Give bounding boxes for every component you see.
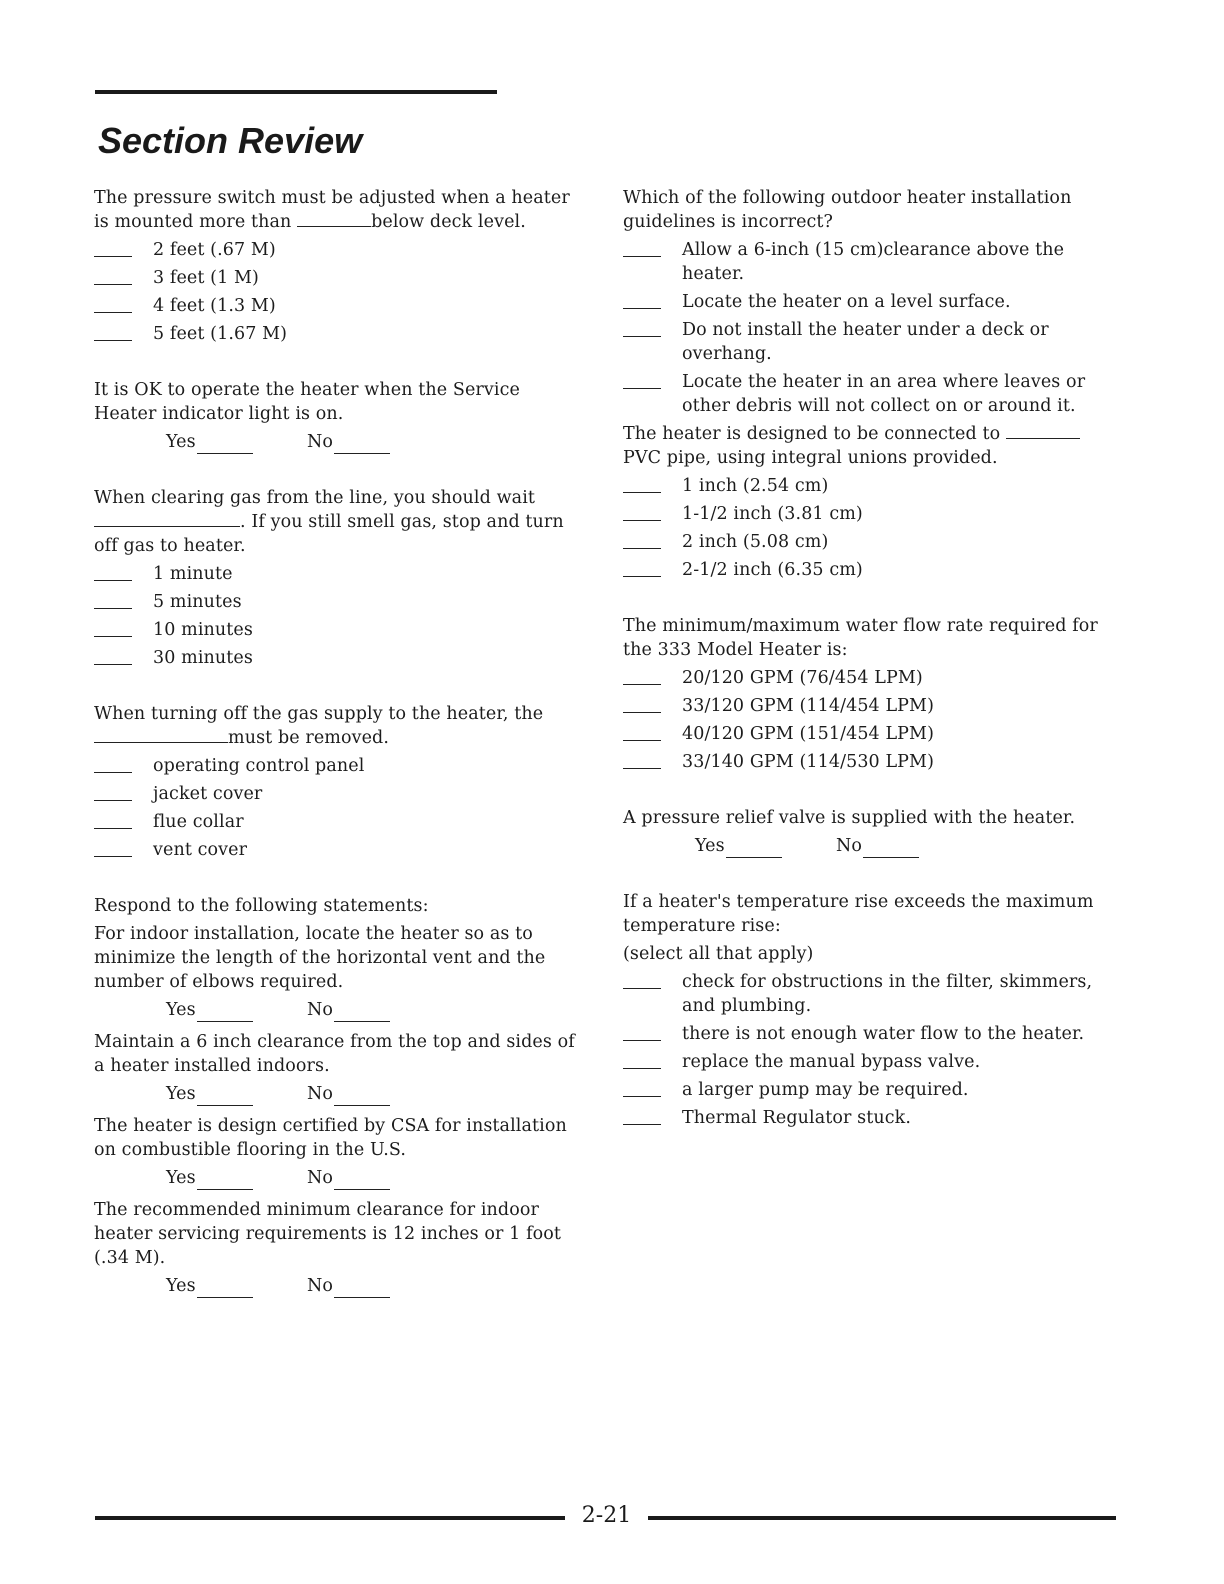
option-text: 30 minutes (153, 648, 253, 668)
yes-no-answer (94, 1274, 584, 1298)
yes-blank[interactable] (197, 1279, 253, 1298)
option-text: flue collar (153, 812, 244, 832)
spacer (623, 586, 1113, 614)
select-all-note: (select all that apply) (623, 944, 814, 964)
option-text: 40/120 GPM (151/454 LPM) (682, 724, 934, 744)
answer-option (623, 238, 1113, 286)
answer-option (94, 238, 584, 262)
option-text: Locate the heater on a level surface. (682, 292, 1011, 312)
yes-no-answer (94, 998, 584, 1022)
answer-option (623, 1106, 1113, 1130)
answer-blank[interactable] (623, 474, 661, 493)
answer-blank[interactable] (94, 618, 132, 637)
answer-blank[interactable] (623, 970, 661, 989)
answer-blank[interactable] (623, 750, 661, 769)
answer-option (623, 370, 1113, 418)
statement-text: Maintain a 6 inch clearance from the top and sides of a heater installed indoors. (94, 1032, 575, 1076)
answer-option (623, 530, 1113, 554)
answer-blank[interactable] (94, 238, 132, 257)
question-pressure-switch (94, 186, 584, 346)
question-text: The pressure switch must be adjusted when a heater is mounted more than (94, 188, 570, 232)
option-text: vent cover (153, 840, 248, 860)
yes-label: Yes (695, 836, 725, 856)
fill-blank[interactable] (1006, 422, 1080, 439)
answer-blank[interactable] (94, 810, 132, 829)
no-blank[interactable] (334, 1087, 390, 1106)
option-text: 2-1/2 inch (6.35 cm) (682, 560, 863, 580)
no-blank[interactable] (334, 1003, 390, 1022)
answer-blank[interactable] (94, 294, 132, 313)
question-text: If a heater's temperature rise exceeds the maximum temperature rise: (623, 892, 1094, 936)
question-clearing-gas (94, 486, 584, 670)
answer-option (94, 294, 584, 318)
question-text: When turning off the gas supply to the heater, the (94, 704, 544, 724)
question-text: The minimum/maximum water flow rate required for the 333 Model Heater is: (623, 616, 1098, 660)
answer-blank[interactable] (623, 318, 661, 337)
yes-label: Yes (166, 1084, 196, 1104)
option-text: 5 feet (1.67 M) (153, 324, 288, 344)
option-text: Do not install the heater under a deck or overhang. (682, 320, 1049, 364)
option-text: 1 minute (153, 564, 233, 584)
yes-blank[interactable] (726, 839, 782, 858)
option-text: a larger pump may be required. (682, 1080, 969, 1100)
answer-blank[interactable] (623, 370, 661, 389)
question-statements (94, 894, 584, 1298)
spacer (94, 866, 584, 894)
answer-option (94, 322, 584, 346)
top-rule (95, 90, 497, 94)
option-text: 10 minutes (153, 620, 253, 640)
answer-option (623, 558, 1113, 582)
answer-option (623, 1022, 1113, 1046)
answer-blank[interactable] (623, 1050, 661, 1069)
spacer (94, 458, 584, 486)
option-text: 2 inch (5.08 cm) (682, 532, 829, 552)
answer-blank[interactable] (623, 722, 661, 741)
right-column (623, 186, 1113, 1134)
answer-blank[interactable] (623, 1106, 661, 1125)
spacer (623, 862, 1113, 890)
answer-option (94, 562, 584, 586)
yes-blank[interactable] (197, 1171, 253, 1190)
question-text: The heater is designed to be connected to (623, 424, 1001, 444)
answer-blank[interactable] (94, 322, 132, 341)
question-text: It is OK to operate the heater when the Service Heater indicator light is on. (94, 380, 520, 424)
question-text-end: must be removed. (228, 728, 390, 748)
question-text-end: PVC pipe, using integral unions provided. (623, 448, 998, 468)
answer-option (94, 646, 584, 670)
question-service-light (94, 378, 584, 454)
answer-option (623, 970, 1113, 1018)
answer-option (623, 318, 1113, 366)
option-text: 33/140 GPM (114/530 LPM) (682, 752, 934, 772)
fill-blank[interactable] (297, 210, 371, 227)
no-label: No (307, 1000, 334, 1020)
spacer (623, 778, 1113, 806)
option-text: 3 feet (1 M) (153, 268, 259, 288)
option-text: Thermal Regulator stuck. (682, 1108, 912, 1128)
answer-option (94, 266, 584, 290)
question-gas-supply-off (94, 702, 584, 862)
answer-blank[interactable] (94, 590, 132, 609)
question-temperature-rise (623, 890, 1113, 1130)
answer-blank[interactable] (623, 238, 661, 257)
yes-no-answer (94, 1166, 584, 1190)
option-text: Allow a 6-inch (15 cm)clearance above the heater. (682, 240, 1065, 284)
option-text: 33/120 GPM (114/454 LPM) (682, 696, 934, 716)
option-text: 1 inch (2.54 cm) (682, 476, 829, 496)
option-text: 2 feet (.67 M) (153, 240, 276, 260)
no-blank[interactable] (334, 1171, 390, 1190)
question-text-end: . If you still smell gas, stop and turn off gas to heater. (94, 512, 564, 556)
answer-option (623, 666, 1113, 690)
option-text: 1-1/2 inch (3.81 cm) (682, 504, 863, 524)
answer-blank[interactable] (623, 290, 661, 309)
page-number: 2-21 (581, 1503, 632, 1528)
question-text: When clearing gas from the line, you should wait (94, 488, 536, 508)
answer-option (94, 782, 584, 806)
yes-label: Yes (166, 1000, 196, 1020)
answer-option (623, 474, 1113, 498)
answer-blank[interactable] (94, 266, 132, 285)
question-text: A pressure relief valve is supplied with the heater. (623, 808, 1076, 828)
statements-intro: Respond to the following statements: (94, 896, 429, 916)
statement-text: The recommended minimum clearance for indoor heater servicing requirements is 12 inches or 1 foot (.34 M). (94, 1200, 562, 1268)
option-text: there is not enough water flow to the heater. (682, 1024, 1085, 1044)
option-text: Locate the heater in an area where leaves or other debris will not collect on or around it. (682, 372, 1086, 416)
fill-blank[interactable] (94, 726, 228, 743)
answer-blank[interactable] (623, 530, 661, 549)
yes-blank[interactable] (197, 435, 253, 454)
left-column (94, 186, 584, 1302)
answer-option (623, 694, 1113, 718)
question-water-flow (623, 614, 1113, 774)
answer-blank[interactable] (94, 646, 132, 665)
answer-option (94, 838, 584, 862)
question-text: Which of the following outdoor heater installation guidelines is incorrect? (623, 188, 1072, 232)
no-label: No (307, 1168, 334, 1188)
no-label: No (307, 432, 334, 452)
no-label: No (836, 836, 863, 856)
question-outdoor-guidelines (623, 186, 1113, 418)
footer-rule-left (95, 1516, 565, 1520)
answer-blank[interactable] (94, 754, 132, 773)
yes-label: Yes (166, 1168, 196, 1188)
option-text: 20/120 GPM (76/454 LPM) (682, 668, 923, 688)
answer-option (623, 502, 1113, 526)
statement-text: For indoor installation, locate the heater so as to minimize the length of the horizontal vent and the number of elbows required. (94, 924, 546, 992)
yes-blank[interactable] (197, 1003, 253, 1022)
option-text: 4 feet (1.3 M) (153, 296, 276, 316)
question-text-end: below deck level. (371, 212, 526, 232)
answer-option (623, 722, 1113, 746)
option-text: replace the manual bypass valve. (682, 1052, 981, 1072)
answer-blank[interactable] (623, 666, 661, 685)
answer-blank[interactable] (623, 558, 661, 577)
answer-blank[interactable] (94, 838, 132, 857)
answer-option (94, 590, 584, 614)
spacer (94, 350, 584, 378)
footer-rule-right (648, 1516, 1116, 1520)
no-label: No (307, 1276, 334, 1296)
option-text: 5 minutes (153, 592, 242, 612)
answer-blank[interactable] (623, 694, 661, 713)
answer-blank[interactable] (94, 782, 132, 801)
answer-option (94, 754, 584, 778)
option-text: check for obstructions in the filter, skimmers, and plumbing. (682, 972, 1093, 1016)
no-blank[interactable] (334, 435, 390, 454)
answer-option (94, 618, 584, 642)
question-relief-valve (623, 806, 1113, 858)
answer-blank[interactable] (623, 1022, 661, 1041)
yes-no-answer (94, 1082, 584, 1106)
answer-option (623, 1078, 1113, 1102)
yes-no-answer (623, 834, 1113, 858)
fill-blank[interactable] (94, 510, 240, 527)
yes-label: Yes (166, 432, 196, 452)
option-text: operating control panel (153, 756, 365, 776)
answer-option (623, 290, 1113, 314)
spacer (94, 674, 584, 702)
yes-no-answer (94, 430, 584, 454)
answer-blank[interactable] (623, 1078, 661, 1097)
answer-option (623, 750, 1113, 774)
answer-option (623, 1050, 1113, 1074)
yes-blank[interactable] (197, 1087, 253, 1106)
answer-blank[interactable] (623, 502, 661, 521)
yes-label: Yes (166, 1276, 196, 1296)
page-title: Section Review (98, 120, 363, 161)
question-pvc-pipe (623, 422, 1113, 582)
answer-option (94, 810, 584, 834)
statement-text: The heater is design certified by CSA for installation on combustible flooring in the U.S. (94, 1116, 567, 1160)
no-label: No (307, 1084, 334, 1104)
answer-blank[interactable] (94, 562, 132, 581)
option-text: jacket cover (153, 784, 263, 804)
no-blank[interactable] (334, 1279, 390, 1298)
no-blank[interactable] (863, 839, 919, 858)
